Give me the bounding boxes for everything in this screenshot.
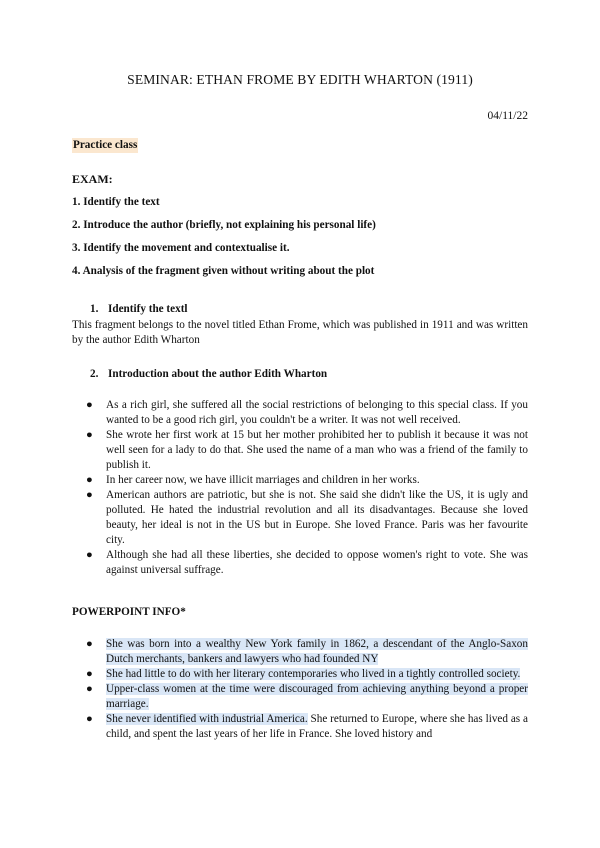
- powerpoint-bullet-list: [72, 637, 528, 742]
- list-item: ● In her career now, we have illicit marriages and children in her works.: [86, 474, 420, 486]
- list-item: ● As a rich girl, she suffered all the social restrictions of belonging to this special class. If you wanted to be a good rich girl, you couldn't be a writer. It was not well received.: [86, 399, 528, 426]
- section-paragraph: This fragment belongs to the novel titled Ethan Frome, which was published in 1911 and was written by the author Edith Wharton: [72, 319, 528, 346]
- section-title: Introduction about the author Edith Wharton: [108, 368, 328, 380]
- section-heading-identify: [90, 302, 188, 317]
- list-item: ● She wrote her first work at 15 but her mother prohibited her to publish it because it was not well seen for a lady to do that. She used the name of a man who was a friend of the family to publish it.: [86, 429, 528, 471]
- practice-class-label: Practice class: [73, 139, 138, 151]
- document-date: 04/11/22: [487, 110, 528, 122]
- exam-item: 3. Identify the movement and contextualise it.: [72, 242, 290, 254]
- bullet-dot-icon: ●: [86, 668, 93, 680]
- bullet-dot-icon: ●: [86, 399, 93, 411]
- list-item: ● She was born into a wealthy New York family in 1862, a descendant of the Anglo-Saxon Dutch merchants, bankers and lawyers who had founded NY: [86, 638, 528, 665]
- list-item: ● She never identified with industrial America. She returned to Europe, where she has lived as a child, and spent the last years of her life in France. She loved history and: [86, 713, 528, 740]
- exam-item: 2. Introduce the author (briefly, not explaining his personal life): [72, 219, 376, 231]
- bullet-dot-icon: ●: [86, 429, 93, 441]
- section-title: Identify the textl: [108, 303, 188, 315]
- document-title: SEMINAR: ETHAN FROME BY EDITH WHARTON (1911): [127, 72, 473, 87]
- exam-heading: EXAM:: [72, 172, 113, 186]
- list-item: ● American authors are patriotic, but she is not. She said she didn't like the US, it is ugly and polluted. He hated the industrial revolution and all its disadvantages. Because she loved beauty, her ideal is not in the US but in Europe. She loved France. Paris was her favourite city.: [86, 489, 528, 546]
- list-item: ● Although she had all these liberties, she decided to oppose women's right to vote. She was against universal suffrage.: [86, 549, 528, 576]
- section-number: 1.: [90, 303, 99, 315]
- powerpoint-heading: POWERPOINT INFO*: [72, 606, 186, 618]
- section-heading-author: [90, 367, 327, 382]
- exam-item: 1. Identify the text: [72, 196, 160, 208]
- bullet-dot-icon: ●: [86, 638, 93, 650]
- exam-item: 4. Analysis of the fragment given without writing about the plot: [72, 265, 375, 277]
- bullet-dot-icon: ●: [86, 713, 93, 725]
- list-item: ● She had little to do with her literary contemporaries who lived in a tightly controlled society.: [86, 668, 521, 680]
- bullet-dot-icon: ●: [86, 549, 93, 561]
- author-bullet-list: [72, 398, 528, 578]
- list-item: ● Upper-class women at the time were discouraged from achieving anything beyond a proper marriage.: [86, 683, 528, 710]
- bullet-dot-icon: ●: [86, 683, 93, 695]
- bullet-dot-icon: ●: [86, 474, 93, 486]
- bullet-dot-icon: ●: [86, 489, 93, 501]
- section-number: 2.: [90, 368, 99, 380]
